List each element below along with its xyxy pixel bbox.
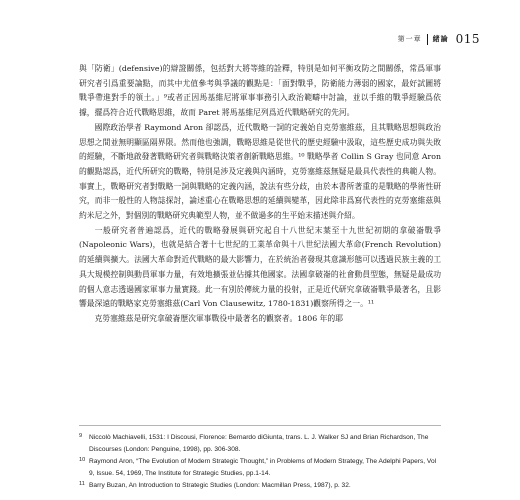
body-text: [79, 62, 441, 327]
footnote-number: 10: [79, 457, 86, 463]
header-divider: [427, 34, 428, 45]
footnote-number: 11: [79, 481, 85, 487]
footnotes: [79, 432, 441, 493]
footnote-number: 9: [79, 433, 83, 439]
footnote-11: [79, 480, 441, 492]
footnote-text: Barry Buzan, An Introduction to Strategic Studies (London: Macmillan Press, 1987), p. 32.: [89, 482, 351, 489]
header-chapter-title: 緒論: [432, 34, 449, 43]
paragraph-3: 一般研究者普遍認爲，近代的戰略發展與研究起自十八世紀末葉至十九世紀初期的拿破崙戰爭(Napoleonic Wars)，也就是結合著十七世紀的工業革命與十八世紀法國大革命(French Revolution)的延續與擴大。法國大革命對近代戰略的最大影響力，在於統治者發現其意識形態可以透過民族主義的工具大規模控制與動員軍事力量，有效地擴張並佔據其他國家。法國拿破崙的社會動員型態，無疑是最成功的個人意志透過國家軍事力量實踐。此一有別於傳統力量的投射，正是近代研究拿破崙戰爭最著名，且影響最深遠的戰略家克勞塞維茲(Carl Von Clausewitz, 1780-1831)觀察所得之一。¹¹: [79, 225, 441, 309]
footnote-text: Niccolò Machiavelli, 1531: I Discousi, Florence: Bernardo diGiunta, trans. L. J. Walker SJ and Brian Richardson, The Discourses (London: Penguine, 1998), pp. 306-308.: [89, 434, 429, 453]
running-header: [398, 32, 480, 46]
paragraph-1: 與「防衛」(defensive)的辯證關係，包括對大將等維的詮釋，特別是如何平衡攻防之間關係，常爲軍事研究者引爲重要論點，而其中尤值參考與爭議的觀點是：「面對戰爭，防衛能力薄弱的國家，最好試圖將戰爭帶進對手的領土。」⁹或者正因馬基維尼將軍事事務引入政治範疇中討論，並以手維的戰爭經驗爲依據，擺爲符合近代戰略思維，故而 Paret 將馬基維尼列爲近代戰略研究的先河。: [79, 64, 441, 118]
footnote-10: [79, 456, 441, 479]
footnote-divider: [79, 425, 441, 426]
paragraph-4: 克勞塞維茲是研究拿破崙歷次軍事戰役中最著名的觀察者。1806 年的耶: [94, 313, 344, 323]
footnote-text: Raymond Aron, “The Evolution of Modern Strategic Thought,” in Problems of Modern Strategy, The Adelphi Papers, Vol 9, Issue. 54, 1969, The Institute for Strategic Studies, pp.1-14.: [89, 458, 437, 477]
paragraph-2: 國際政治學者 Raymond Aron 卻認爲，近代戰略一詞的定義始自克勞塞維茲，且其戰略思想與政治思想之間並無明顯區隔界限。然而他也強調，戰略思維是從世代的歷史經驗中汲取，這些歷史成功與失敗的經驗，不斷地啟發著戰略研究者與戰略決策者創新戰略思維。¹⁰ 戰略學者 Collin S Gray 也同意 Aron 的觀點認爲，近代所研究的戰略，特別是涉及定義與內涵時，克勞塞維茲無疑是最具代表性的典範人物。事實上，戰略研究者對戰略一詞與戰略的定義內涵，說法有些分歧，由於本書所著重的是戰略的學術性研究，而非一般性的人物誌探討，論述重心在戰略思想的延續與變革，因此除非爲寫代表性的克勞塞維茲與約米尼之外，對個別的戰略研究典範型人物，並不做過多的生平始末描述與介紹。: [79, 122, 441, 221]
header-chapter: 第一章: [397, 35, 422, 43]
page-number: 015: [455, 32, 480, 46]
footnote-9: [79, 432, 441, 455]
